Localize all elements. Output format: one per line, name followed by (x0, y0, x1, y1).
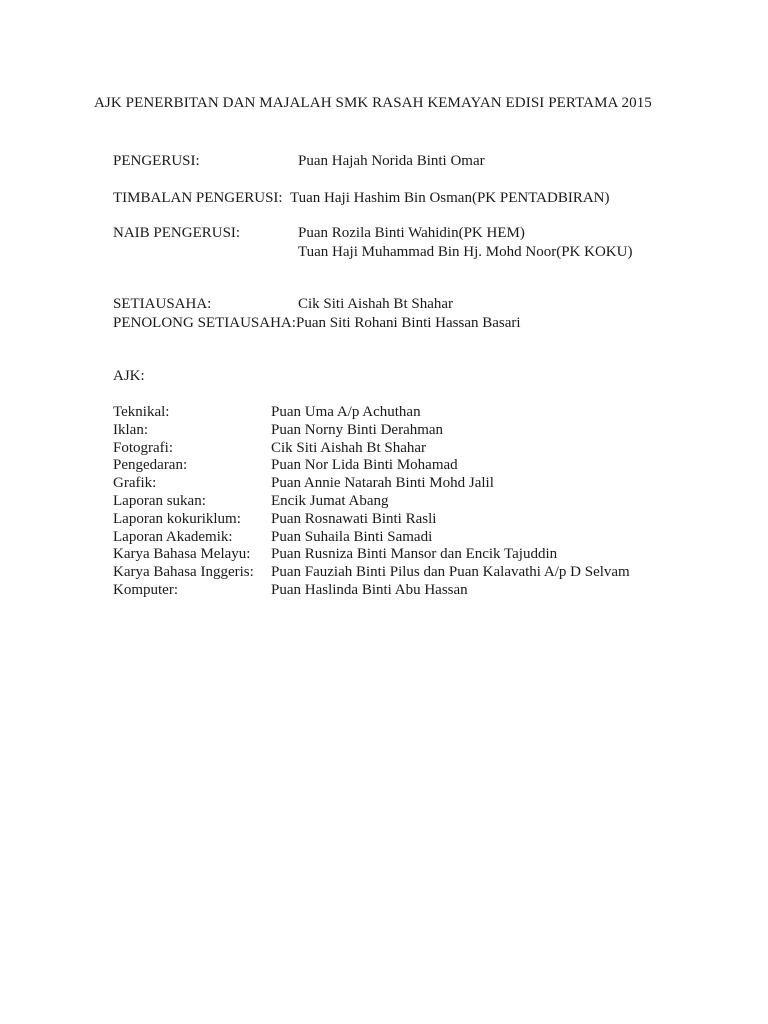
committee-role: Pengedaran: (113, 457, 188, 474)
committee-person: Puan Nor Lida Binti Mohamad (271, 457, 458, 474)
committee-role: Grafik: (113, 475, 157, 492)
committee-role: Karya Bahasa Inggeris: (113, 564, 254, 581)
committee-role: Iklan: (113, 421, 148, 438)
committee-role: Karya Bahasa Melayu: (113, 546, 251, 563)
committee-role: Komputer: (113, 581, 178, 598)
ajk-heading: AJK: (113, 368, 145, 384)
committee-person: Puan Fauziah Binti Pilus dan Puan Kalavathi A/p D Selvam (271, 564, 630, 581)
document-title: AJK PENERBITAN DAN MAJALAH SMK RASAH KEMAYAN EDISI PERTAMA 2015 (94, 95, 652, 111)
timbalan-pengerusi-label: TIMBALAN PENGERUSI: (113, 190, 283, 206)
timbalan-pengerusi-name: Tuan Haji Hashim Bin Osman(PK PENTADBIRAN) (290, 190, 610, 206)
setiausaha-label: SETIAUSAHA: (113, 296, 212, 312)
committee-person: Encik Jumat Abang (271, 492, 389, 509)
naib-pengerusi-name-2: Tuan Haji Muhammad Bin Hj. Mohd Noor(PK KOKU) (298, 244, 633, 260)
committee-role: Laporan Akademik: (113, 528, 233, 545)
committee-role: Laporan kokuriklum: (113, 510, 241, 527)
setiausaha-name: Cik Siti Aishah Bt Shahar (298, 296, 454, 312)
pengerusi-label: PENGERUSI: (113, 153, 200, 169)
committee-person: Puan Norny Binti Derahman (271, 421, 444, 438)
committee-role: Teknikal: (113, 404, 170, 420)
committee-person: Cik Siti Aishah Bt Shahar (271, 439, 427, 456)
committee-person: Puan Rosnawati Binti Rasli (271, 510, 437, 527)
committee-person: Puan Suhaila Binti Samadi (271, 528, 433, 545)
committee-person: Puan Uma A/p Achuthan (271, 404, 421, 420)
naib-pengerusi-name-1: Puan Rozila Binti Wahidin(PK HEM) (298, 225, 525, 241)
committee-role: Fotografi: (113, 439, 173, 456)
naib-pengerusi-label: NAIB PENGERUSI: (113, 225, 241, 241)
committee-role: Laporan sukan: (113, 492, 206, 509)
committee-person: Puan Rusniza Binti Mansor dan Encik Tajuddin (271, 546, 558, 563)
penolong-setiausaha-name: Puan Siti Rohani Binti Hassan Basari (296, 315, 521, 331)
penolong-setiausaha-label: PENOLONG SETIAUSAHA: (113, 315, 296, 331)
committee-person: Puan Haslinda Binti Abu Hassan (271, 581, 468, 598)
pengerusi-name: Puan Hajah Norida Binti Omar (298, 153, 485, 169)
committee-person: Puan Annie Natarah Binti Mohd Jalil (271, 475, 494, 492)
